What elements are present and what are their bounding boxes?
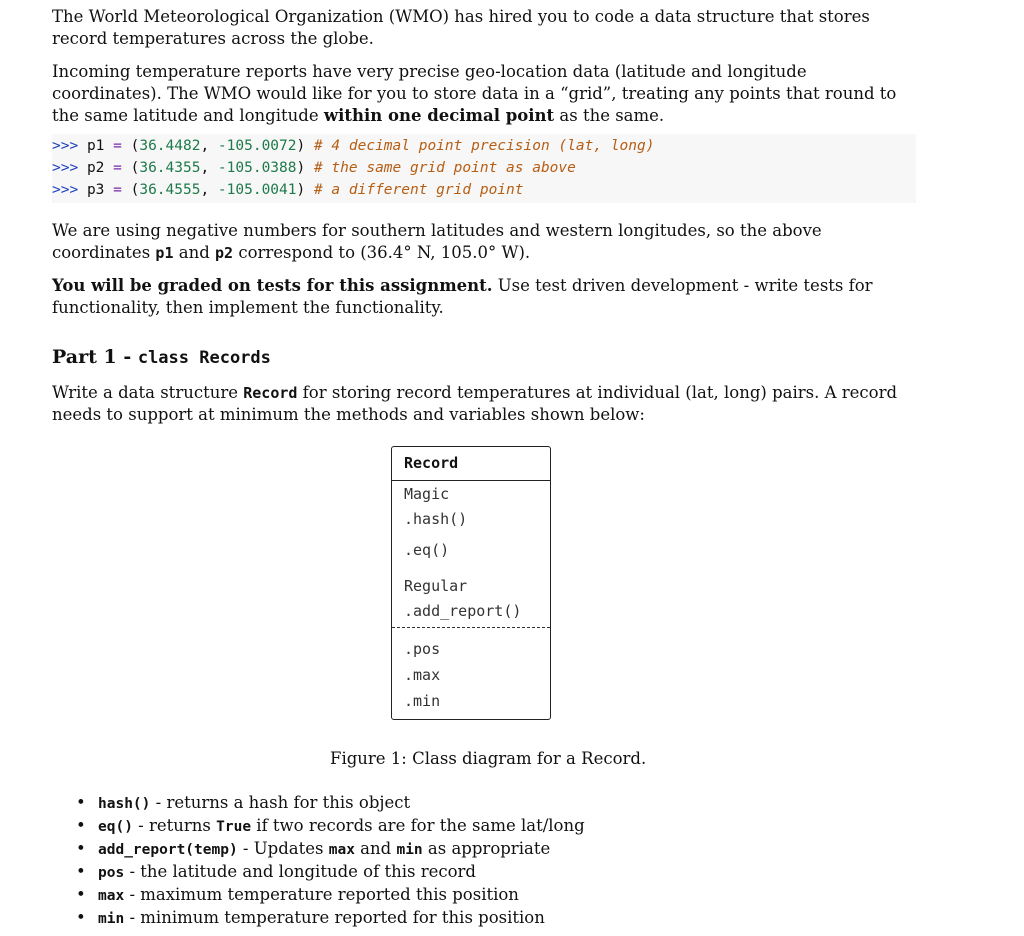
class-diagram <box>391 446 551 720</box>
grading-bold-text: You will be graded on tests for this assignment. <box>52 276 493 295</box>
list-item-code: max <box>98 888 125 904</box>
code-comma: , <box>200 138 210 154</box>
code-latitude: 36.4355 <box>139 160 201 176</box>
code-variable: p3 <box>86 182 105 198</box>
code-operator: = <box>113 138 122 154</box>
coords-code-p2: p2 <box>215 244 234 262</box>
list-item <box>98 861 918 884</box>
code-comma: , <box>200 182 210 198</box>
code-operator: = <box>113 160 122 176</box>
code-longitude: -105.0072 <box>217 138 297 154</box>
code-prompt: >>> <box>52 138 79 154</box>
code-line-3 <box>52 179 916 201</box>
code-paren: ( <box>130 138 140 154</box>
regular-label: Regular <box>404 577 468 595</box>
code-latitude: 36.4555 <box>139 182 201 198</box>
heading-prefix: Part 1 - <box>52 346 138 368</box>
code-prompt: >>> <box>52 182 79 198</box>
code-longitude: -105.0041 <box>217 182 297 198</box>
list-item-text: - the latitude and longitude of this record <box>124 862 476 881</box>
list-item-text: as appropriate <box>422 839 551 858</box>
list-item-code: pos <box>98 865 125 881</box>
diagram-divider <box>392 627 550 628</box>
list-item <box>98 884 918 907</box>
method-list <box>52 792 918 930</box>
code-line-2 <box>52 157 916 179</box>
record-text-1: Write a data structure <box>52 383 244 402</box>
grading-paragraph <box>52 275 912 319</box>
list-item-text: if two records are for the same lat/long <box>251 816 585 835</box>
list-item-text: - returns <box>132 816 217 835</box>
code-line-1 <box>52 135 916 157</box>
record-code: Record <box>243 384 298 402</box>
coords-text-2: and <box>173 243 216 262</box>
add-report-method: .add_report() <box>404 602 522 620</box>
code-example-block <box>52 134 916 203</box>
list-item-code: True <box>216 819 252 835</box>
code-comment: # 4 decimal point precision (lat, long) <box>313 138 655 154</box>
record-description-paragraph <box>52 382 912 426</box>
list-item <box>98 792 918 815</box>
min-field: .min <box>404 692 441 710</box>
code-comma: , <box>200 160 210 176</box>
list-item-text: - Updates <box>237 839 329 858</box>
code-paren: ) <box>296 160 306 176</box>
list-item-code: min <box>396 842 423 858</box>
code-comment: # a different grid point <box>313 182 524 198</box>
figure-caption: Figure 1: Class diagram for a Record. <box>330 749 647 768</box>
code-variable: p1 <box>86 138 105 154</box>
magic-label: Magic <box>404 485 450 503</box>
list-item <box>98 838 918 861</box>
coords-text-3: correspond to (36.4° N, 105.0° W). <box>233 243 531 262</box>
grid-bold-text: within one decimal point <box>323 106 555 125</box>
code-longitude: -105.0388 <box>217 160 297 176</box>
coordinates-paragraph <box>52 220 912 264</box>
list-item-code: min <box>98 911 125 927</box>
list-item-text: - maximum temperature reported this position <box>124 885 519 904</box>
class-diagram-title: Record <box>392 447 550 481</box>
code-operator: = <box>113 182 122 198</box>
list-item-code: eq() <box>98 819 133 835</box>
coords-text-1: We are using negative numbers for southern latitudes and western longitudes, so the above coordinates <box>52 221 822 262</box>
intro-paragraph: The World Meteorological Organization (WMO) has hired you to code a data structure that stores record temperatures across the globe. <box>52 7 870 48</box>
code-paren: ) <box>296 182 306 198</box>
code-paren: ) <box>296 138 306 154</box>
code-variable: p2 <box>86 160 105 176</box>
list-item <box>98 907 918 930</box>
grid-text-1: Incoming temperature reports have very precise geo-location data (latitude and longitude coordinates). The WMO would like for you to store data in a “grid”, treating any points that round to the same latitude and longitude <box>52 62 897 125</box>
section-heading <box>52 346 271 368</box>
grid-text-2: as the same. <box>554 106 665 125</box>
max-field: .max <box>404 666 441 684</box>
grid-paragraph <box>52 61 912 127</box>
eq-method: .eq() <box>404 541 450 559</box>
hash-method: .hash() <box>404 510 468 528</box>
list-item-text: and <box>354 839 397 858</box>
list-item <box>98 815 918 838</box>
list-item-text: - minimum temperature reported for this position <box>124 908 545 927</box>
list-item-code: add_report(temp) <box>98 842 238 858</box>
code-paren: ( <box>130 160 140 176</box>
heading-code: class Records <box>137 348 271 368</box>
record-text-2: for storing record temperatures at individual (lat, long) pairs. A record needs to support at minimum the methods and variables shown below: <box>52 383 898 424</box>
list-item-text: - returns a hash for this object <box>150 793 411 812</box>
code-comment: # the same grid point as above <box>313 160 576 176</box>
list-item-code: hash() <box>98 796 151 812</box>
pos-field: .pos <box>404 640 441 658</box>
list-item-code: max <box>328 842 355 858</box>
grading-text: Use test driven development - write tests for functionality, then implement the functionality. <box>52 276 873 317</box>
coords-code-p1: p1 <box>155 244 174 262</box>
code-latitude: 36.4482 <box>139 138 201 154</box>
code-paren: ( <box>130 182 140 198</box>
code-prompt: >>> <box>52 160 79 176</box>
